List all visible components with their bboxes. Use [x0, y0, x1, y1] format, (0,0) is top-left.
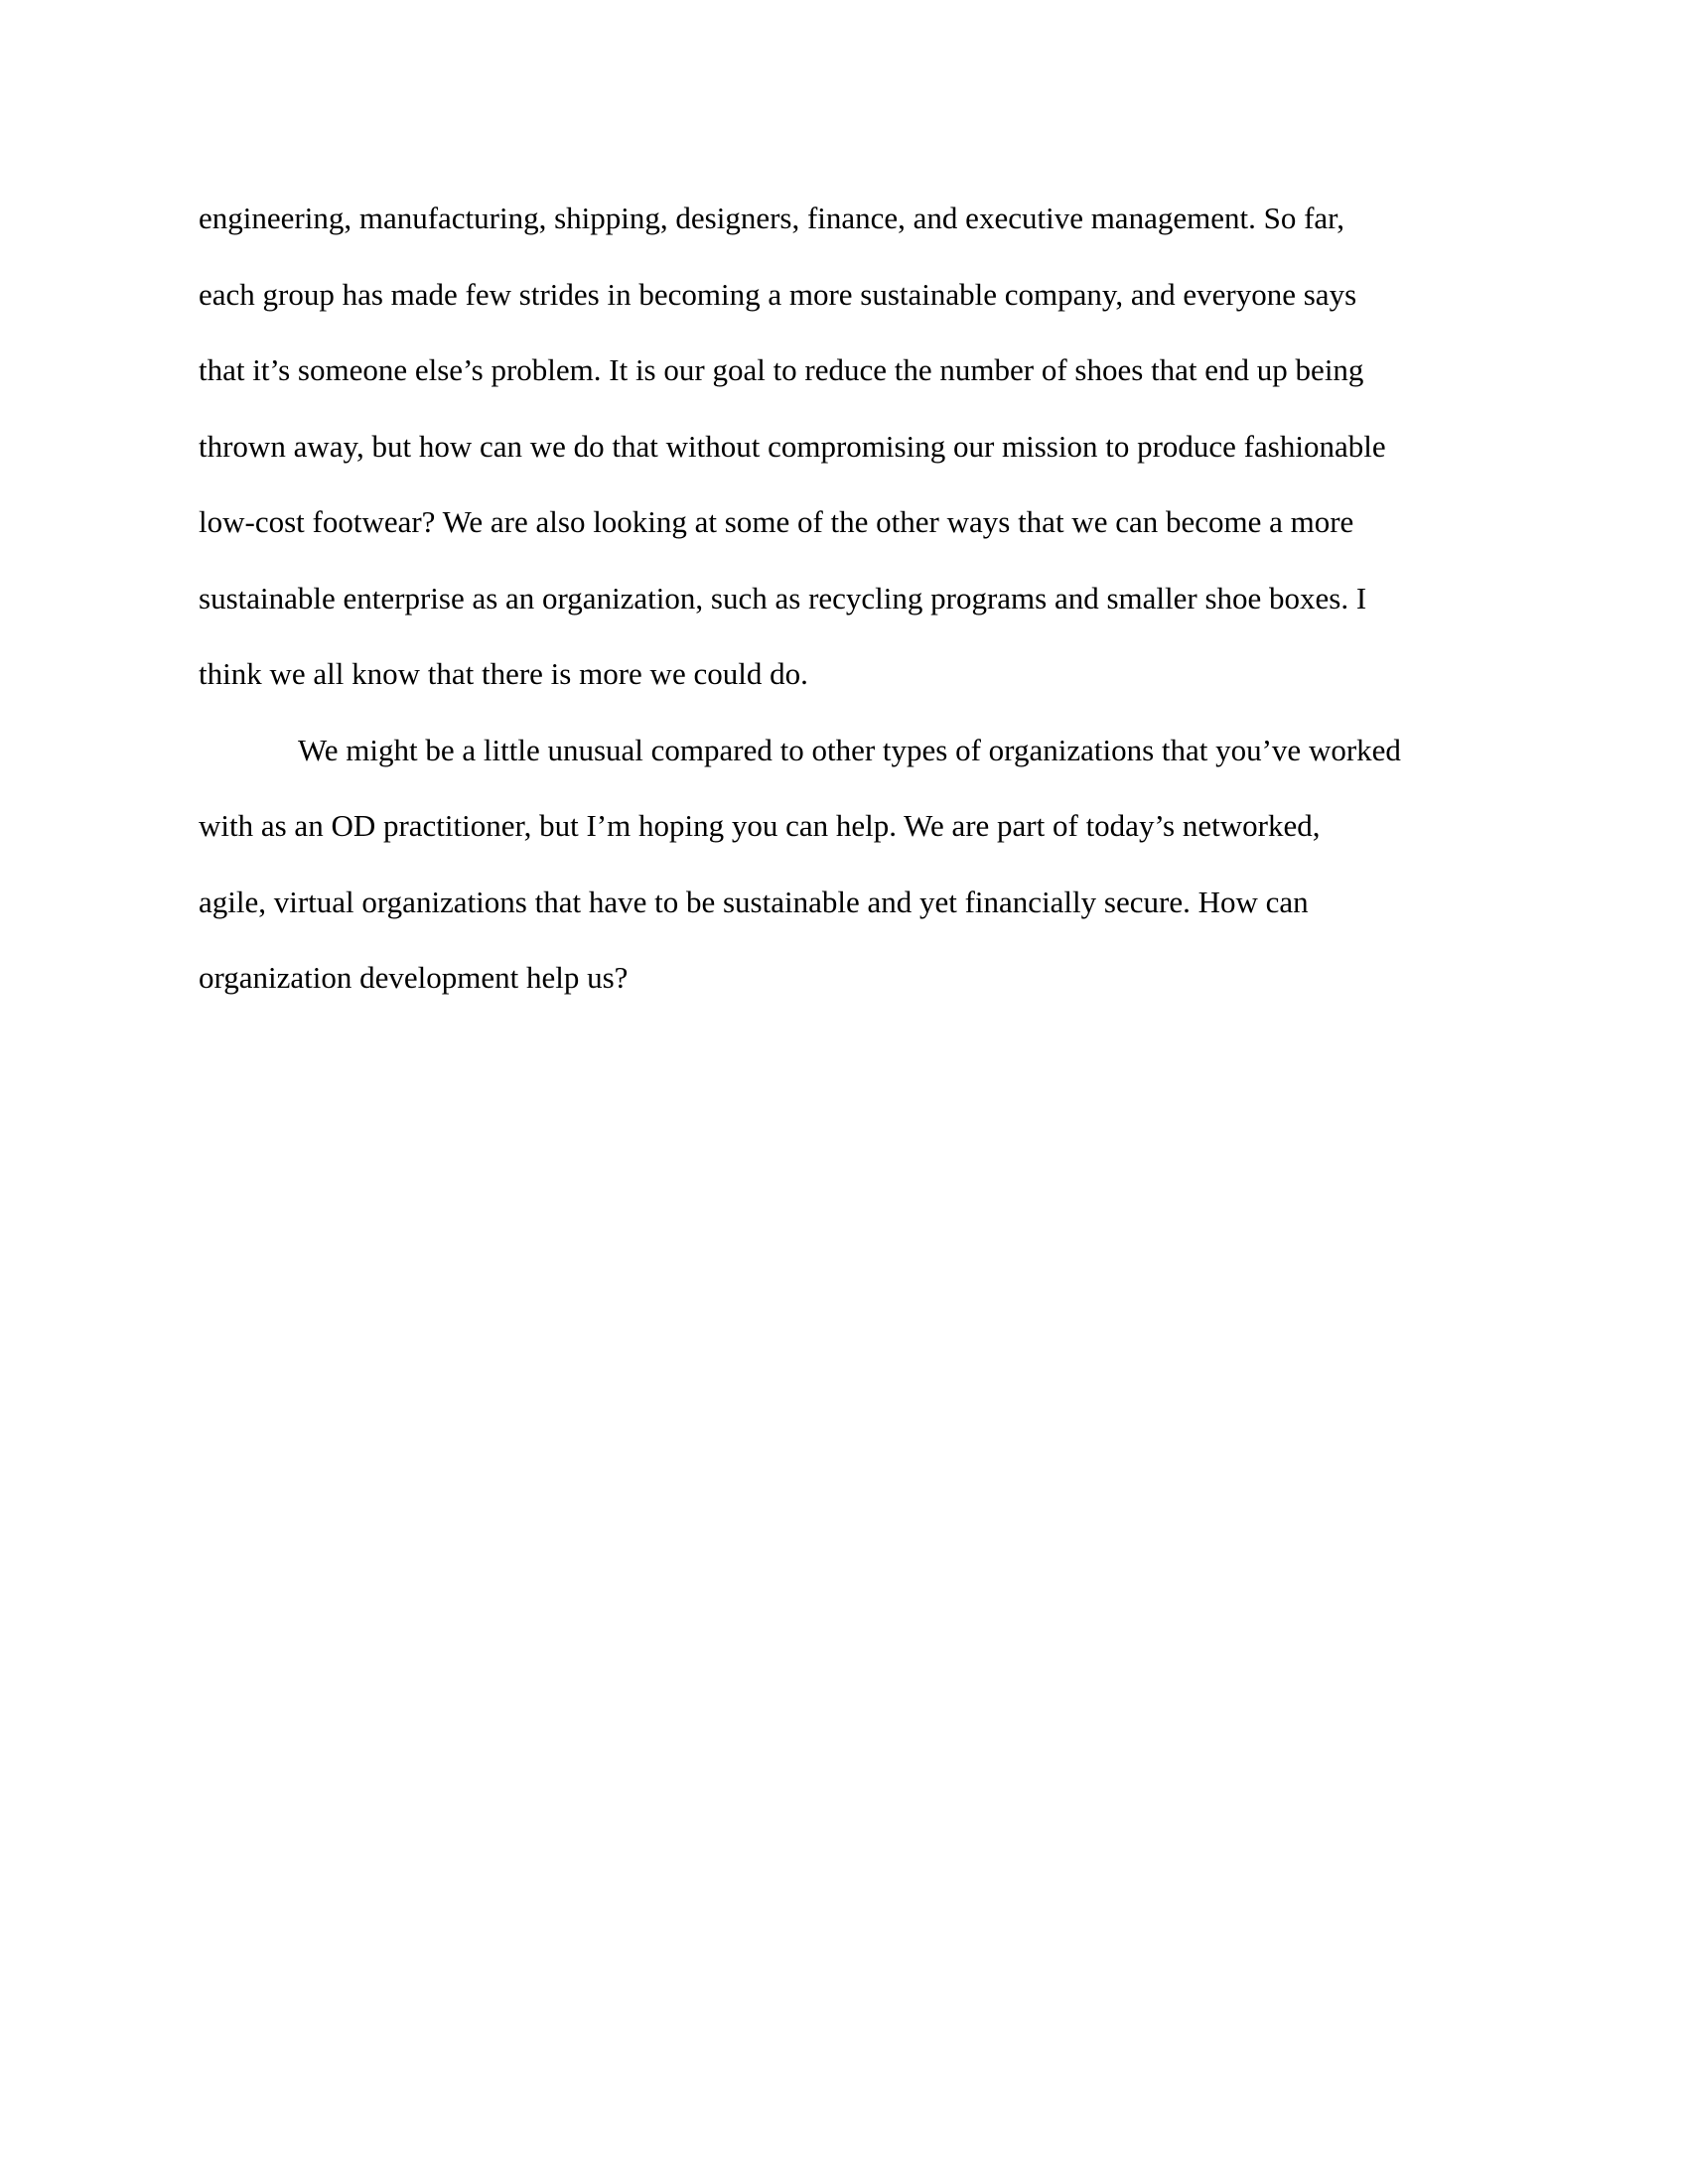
paragraph-line: that it’s someone else’s problem. It is our goal to reduce the number of shoes that end up being — [199, 352, 1364, 387]
paragraph-line: agile, virtual organizations that have to be sustainable and yet financially secure. How can — [199, 884, 1309, 919]
paragraph-line: organization development help us? — [199, 960, 629, 995]
paragraph-line: sustainable enterprise as an organization, such as recycling programs and smaller shoe boxes. I — [199, 580, 1367, 615]
paragraph-2 — [199, 727, 1489, 1030]
paragraph-line: with as an OD practitioner, but I’m hoping you can help. We are part of today’s networked, — [199, 808, 1321, 843]
paragraph-line: each group has made few strides in becoming a more sustainable company, and everyone says — [199, 276, 1357, 312]
paragraph-line: low-cost footwear? We are also looking at some of the other ways that we can become a more — [199, 504, 1354, 539]
paragraph-line: thrown away, but how can we do that without compromising our mission to produce fashionable — [199, 428, 1386, 464]
paragraph-line: think we all know that there is more we could do. — [199, 656, 808, 691]
document-body — [199, 195, 1489, 1030]
paragraph-line: We might be a little unusual compared to other types of organizations that you’ve worked — [298, 732, 1401, 767]
paragraph-line: engineering, manufacturing, shipping, designers, finance, and executive management. So far, — [199, 201, 1344, 235]
paragraph-1 — [199, 195, 1489, 727]
